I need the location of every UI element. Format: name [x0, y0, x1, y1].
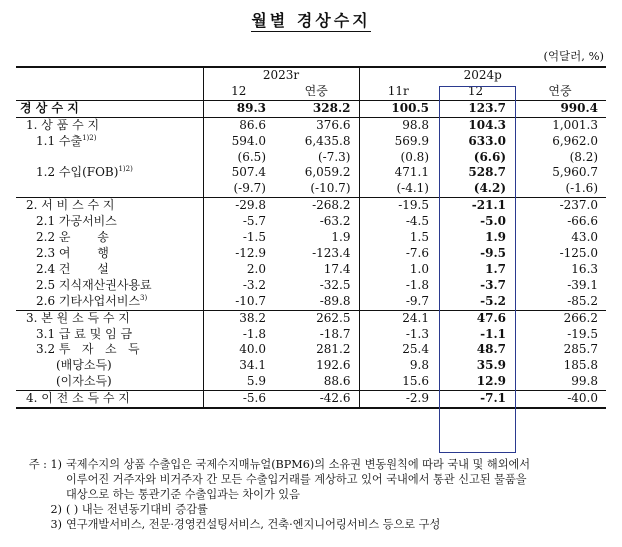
table-row — [16, 100, 606, 117]
footnote-prefix: 주 : — [28, 458, 47, 471]
table-cell: 281.2 — [316, 342, 351, 357]
balance-table — [16, 66, 606, 409]
table-cell: -3.2 — [203, 278, 274, 294]
table-cell: (-7.3) — [317, 149, 351, 164]
footnote-2 — [16, 502, 612, 517]
row-label — [16, 150, 203, 166]
row-label — [16, 278, 203, 294]
row-label — [16, 374, 203, 390]
table-cell: 89.3 — [203, 100, 274, 117]
table-cell: -40.0 — [514, 391, 606, 408]
table-cell: -32.5 — [319, 277, 351, 292]
table-row — [16, 262, 606, 278]
header-2023r: 2023r — [203, 67, 359, 84]
table-cell: 192.6 — [316, 358, 351, 373]
table-cell: 15.6 — [359, 374, 437, 390]
table-cell: 5.9 — [203, 374, 274, 390]
table-cell: 1.5 — [359, 230, 437, 246]
table-cell: -1.1 — [480, 326, 506, 341]
table-cell: 528.7 — [468, 165, 506, 180]
row-label — [16, 100, 203, 117]
table-cell: -42.6 — [274, 391, 359, 408]
table-cell: 123.7 — [468, 100, 506, 115]
row-label — [16, 342, 203, 358]
row-label-text: 2.4 건 설 — [36, 261, 109, 276]
table-cell: (8.2) — [569, 149, 599, 164]
row-label — [16, 117, 203, 133]
footnote-1 — [16, 457, 612, 472]
table-cell: 88.6 — [323, 374, 351, 389]
table-cell: -85.2 — [567, 293, 599, 308]
table-cell: 98.8 — [359, 117, 437, 133]
row-label — [16, 134, 203, 150]
table-cell: 34.1 — [203, 358, 274, 374]
table-cell: -268.2 — [274, 198, 359, 214]
table-cell: -5.0 — [480, 214, 506, 229]
table-cell: 2.0 — [203, 262, 274, 278]
table-cell: -19.5 — [567, 326, 599, 341]
row-label-text: 2.1 가공서비스 — [36, 214, 117, 229]
table-cell: 569.9 — [359, 134, 437, 150]
table-cell: 507.4 — [203, 165, 274, 181]
table-cell: -66.6 — [567, 214, 599, 229]
row-label-text: 3.2 투 자 소 득 — [36, 342, 140, 357]
row-label-text: 3. 본 원 소 득 수 지 — [26, 310, 130, 325]
table-cell: (-10.7) — [310, 181, 351, 196]
row-label-text: 3.1 급 료 및 임 금 — [36, 326, 133, 341]
row-label — [16, 214, 203, 230]
table-cell: 6,059.2 — [304, 165, 351, 180]
table-row — [16, 358, 606, 374]
table-cell: 594.0 — [203, 134, 274, 150]
table-cell: -1.8 — [359, 278, 437, 294]
row-label-text: 1.1 수출 — [36, 133, 83, 148]
table-cell: -5.6 — [203, 391, 274, 408]
table-cell: -12.9 — [203, 246, 274, 262]
row-label — [16, 310, 203, 326]
table-cell: -9.7 — [359, 294, 437, 310]
row-label — [16, 165, 203, 181]
table-row — [16, 294, 606, 310]
table-cell: -1.8 — [203, 327, 274, 343]
row-label — [16, 230, 203, 246]
row-label-text: 경 상 수 지 — [20, 100, 79, 115]
table-cell: 48.7 — [476, 342, 506, 357]
footnotes — [16, 457, 612, 532]
table-cell: 25.4 — [359, 342, 437, 358]
table-row — [16, 391, 606, 408]
table-cell: -29.8 — [203, 198, 274, 214]
table-cell: (-4.1) — [359, 181, 437, 197]
header-col: 11r — [359, 84, 437, 100]
header-corner — [16, 67, 203, 84]
row-label-text: 2.3 여 행 — [36, 245, 109, 260]
table-cell: -4.5 — [359, 214, 437, 230]
row-label-text: 2.2 운 송 — [36, 230, 109, 245]
table-cell: -21.1 — [437, 198, 514, 214]
table-row — [16, 198, 606, 214]
footnote-3 — [16, 517, 612, 532]
table-cell: -89.8 — [319, 293, 351, 308]
row-label-text: 2. 서 비 스 수 지 — [26, 198, 115, 213]
page-title-text: 월별 경상수지 — [251, 11, 371, 30]
row-label-text: 1. 상 품 수 지 — [26, 117, 100, 132]
table-cell: -10.7 — [203, 294, 274, 310]
table-cell: 266.2 — [514, 310, 606, 326]
row-label-text: 4. 이 전 소 득 수 지 — [26, 391, 130, 406]
header-row-years — [16, 67, 606, 84]
table-cell: 471.1 — [359, 165, 437, 181]
table-cell: 99.8 — [571, 374, 599, 389]
table-cell: -7.6 — [359, 246, 437, 262]
table-cell: 104.3 — [437, 117, 514, 133]
table-cell: 285.7 — [563, 342, 599, 357]
table-cell: (-9.7) — [203, 181, 274, 197]
table-cell: -1.3 — [359, 327, 437, 343]
table-row — [16, 342, 606, 358]
table-cell: 38.2 — [203, 310, 274, 326]
footnote-text: 연구개발서비스, 전문·경영컨설팅서비스, 건축·엔지니어링서비스 등으로 구성 — [66, 518, 441, 531]
table-cell: -3.7 — [480, 277, 506, 292]
table-cell: -18.7 — [319, 326, 351, 341]
table-row — [16, 117, 606, 133]
table-cell: -39.1 — [567, 277, 599, 292]
table-cell: 86.6 — [203, 117, 274, 133]
footnote-text: 대상으로 하는 통관기준 수출입과는 차이가 있음 — [66, 488, 300, 501]
table-cell: (6.5) — [203, 150, 274, 166]
table-cell: -1.5 — [203, 230, 274, 246]
row-label — [16, 327, 203, 343]
table-cell: 100.5 — [359, 100, 437, 117]
footnote-marker: 1)2) — [118, 165, 133, 174]
table-row — [16, 150, 606, 166]
header-col: 12 — [203, 84, 274, 100]
table-row — [16, 278, 606, 294]
table-cell: 1.0 — [359, 262, 437, 278]
table-cell: (-1.6) — [565, 181, 599, 196]
table-cell: 185.8 — [563, 358, 599, 373]
footnote-text: ( ) 내는 전년동기대비 증감률 — [66, 503, 208, 516]
table-cell: 1.9 — [485, 230, 506, 245]
table-row — [16, 230, 606, 246]
table-row — [16, 165, 606, 181]
table-cell: -7.1 — [437, 391, 514, 408]
row-label — [16, 246, 203, 262]
footnote-text: 국제수지의 상품 수출입은 국제수지매뉴얼(BPM6)의 소유권 변동원칙에 따라 국내 및 해외에서 — [66, 458, 531, 471]
footnote-text: 이루어진 거주자와 비거주자 간 모든 수출입거래를 계상하고 있어 국내에서 통관 신고된 물품을 — [66, 473, 527, 486]
row-label — [16, 391, 203, 408]
header-2024p: 2024p — [359, 67, 606, 84]
footnote-marker: 3) — [140, 293, 148, 302]
table-cell: (4.2) — [473, 181, 506, 196]
table-cell: 40.0 — [203, 342, 274, 358]
table-cell: 1,001.3 — [514, 117, 606, 133]
table-cell: 47.6 — [437, 310, 514, 326]
header-col: 연중 — [274, 84, 359, 100]
table-cell: -5.7 — [203, 214, 274, 230]
table-cell: 990.4 — [560, 100, 599, 115]
table-row — [16, 327, 606, 343]
header-col: 연중 — [514, 84, 606, 100]
row-label — [16, 198, 203, 214]
table-cell: 6,962.0 — [552, 133, 599, 148]
table-cell: -123.4 — [312, 245, 351, 260]
table-cell: 262.5 — [274, 310, 359, 326]
table-cell: 5,960.7 — [552, 165, 599, 180]
row-label — [16, 181, 203, 197]
table-cell: 6,435.8 — [304, 133, 351, 148]
table-cell: 328.2 — [312, 100, 351, 115]
row-label-text: 2.5 지식재산권사용료 — [36, 277, 152, 292]
row-label-text: 2.6 기타사업서비스 — [36, 293, 141, 308]
table-cell: 16.3 — [571, 261, 599, 276]
table-cell: -19.5 — [359, 198, 437, 214]
table-cell: 35.9 — [476, 358, 506, 373]
table-row — [16, 310, 606, 326]
header-row-periods — [16, 84, 606, 100]
table-cell: -2.9 — [359, 391, 437, 408]
row-label — [16, 262, 203, 278]
header-corner-2 — [16, 84, 203, 100]
table-row — [16, 134, 606, 150]
header-col: 12 — [437, 84, 514, 100]
table-cell: 43.0 — [571, 230, 599, 245]
table-cell: 24.1 — [359, 310, 437, 326]
table-row — [16, 181, 606, 197]
table-row — [16, 374, 606, 390]
row-label-text: (배당소득) — [56, 358, 112, 373]
row-label — [16, 294, 203, 310]
table-row — [16, 214, 606, 230]
table-cell: -63.2 — [319, 214, 351, 229]
table-cell: 633.0 — [468, 133, 506, 148]
table-cell: 1.9 — [331, 230, 351, 245]
table-body — [16, 100, 606, 408]
row-label — [16, 358, 203, 374]
footnote-key: 3) — [50, 518, 62, 531]
table-cell: -237.0 — [514, 198, 606, 214]
table-cell: -125.0 — [559, 245, 599, 260]
footnote-key: 1) — [50, 458, 62, 471]
unit-label: (억달러, %) — [543, 49, 604, 63]
table-cell: 376.6 — [274, 117, 359, 133]
footnote-key: 2) — [50, 503, 62, 516]
row-label-text: 1.2 수입(FOB) — [36, 165, 119, 180]
page-title — [0, 8, 622, 31]
table-cell: -9.5 — [480, 245, 506, 260]
footnote-marker: 1)2) — [82, 133, 97, 142]
table-cell: 17.4 — [323, 261, 351, 276]
table-cell: (0.8) — [359, 150, 437, 166]
row-label-text: (이자소득) — [56, 374, 112, 389]
table-cell: -5.2 — [480, 293, 506, 308]
table-cell: 1.7 — [485, 261, 506, 276]
table-cell: (6.6) — [473, 149, 506, 164]
table-cell: 9.8 — [359, 358, 437, 374]
table-cell: 12.9 — [476, 374, 506, 389]
table-row — [16, 246, 606, 262]
